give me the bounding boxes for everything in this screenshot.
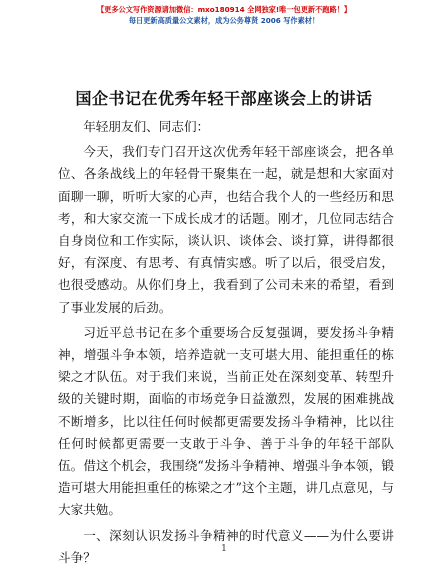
header-banner [96, 4, 352, 26]
document-title: 国企书记在优秀年轻干部座谈会上的讲话 [75, 89, 373, 108]
document-body [58, 116, 394, 569]
banner-promo-line: 【更多公文写作资源请加微信：mxo180914 全网独家!唯一包更新不跑路！】 [96, 5, 352, 14]
paragraph: 习近平总书记在多个重要场合反复强调，要发扬斗争精神，增强斗争本领，培养造就一支可堪大用、能担重任的栋梁之才队伍。对于我们来说，当前正处在深刻变革、转型升级的关键时期，面临的市场竞争日益激烈，发展的困难挑战不断增多，比以往任何时候都更需要发扬斗争精神，比以往任何时候都更需要一支敢于斗争、善于斗争的年轻干部队伍。借这个机会，我围绕“发扬斗争精神、增强斗争本领，锻造可堪大用能担重任的栋梁之才”这个主题，讲几点意见，与大家共勉。 [58, 324, 394, 518]
page-number: 1 [221, 544, 227, 554]
section-heading: 一、深刻认识发扬斗争精神的时代意义——为什么要讲斗争？ [58, 527, 394, 565]
paragraph: 今天，我们专门召开这次优秀年轻干部座谈会，把各单位、各条战线上的年轻骨干聚集在一起，就是想和大家面对面聊一聊，听听大家的心声，也结合我个人的一些经历和思考，和大家交流一下成长成才的话题。刚才，几位同志结合自身岗位和工作实际，谈认识、谈体会、谈打算，讲得都很好，有深度、有思考、有真情实感。听了以后，很受启发，也很受感动。从你们身上，我看到了公司未来的希望，看到了事业发展的后劲。 [58, 144, 394, 315]
banner-subtitle-line: 每日更新高质量公文素材，成为公务尊贤 2006 写作素材！ [128, 16, 320, 25]
salutation: 年轻朋友们、同志们： [83, 119, 210, 134]
